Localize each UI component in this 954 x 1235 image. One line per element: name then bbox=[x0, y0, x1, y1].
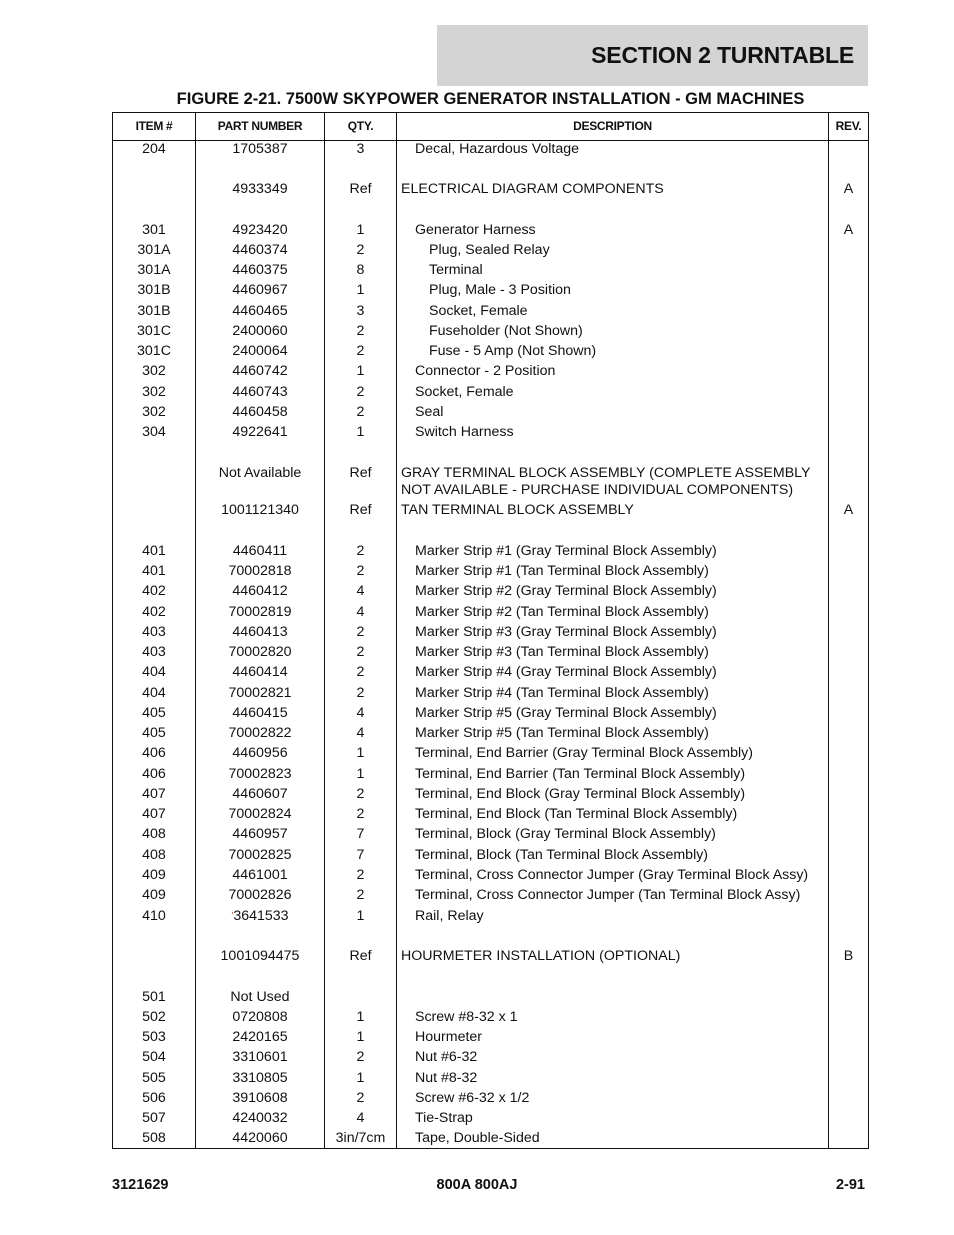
description: Socket, Female bbox=[415, 384, 514, 400]
part-number: 4923420 bbox=[232, 222, 288, 238]
parts-table bbox=[112, 112, 869, 1149]
item-number: 304 bbox=[142, 424, 166, 440]
quantity: Ref bbox=[349, 181, 372, 197]
revision-mark: ' bbox=[231, 911, 234, 922]
quantity: 1 bbox=[356, 745, 365, 761]
quantity: 2 bbox=[356, 404, 365, 420]
part-number: 4460411 bbox=[232, 543, 288, 559]
description: Terminal bbox=[429, 262, 483, 278]
revision: A bbox=[843, 222, 854, 238]
part-number bbox=[196, 908, 324, 925]
item-number: 506 bbox=[142, 1090, 166, 1106]
part-number: 4240032 bbox=[232, 1110, 288, 1126]
quantity: 4 bbox=[356, 705, 365, 721]
part-number: 4420060 bbox=[232, 1130, 288, 1146]
item-number: 301A bbox=[137, 242, 171, 258]
quantity: 2 bbox=[356, 664, 365, 680]
quantity: 2 bbox=[356, 867, 365, 883]
footer-model: 800A 800AJ bbox=[436, 1177, 518, 1193]
quantity: 1 bbox=[356, 908, 365, 924]
description: Nut #8-32 bbox=[415, 1070, 478, 1086]
quantity: 1 bbox=[356, 424, 365, 440]
item-number: 409 bbox=[142, 867, 166, 883]
item-number: 408 bbox=[142, 826, 166, 842]
item-number: 502 bbox=[142, 1009, 166, 1025]
description: ELECTRICAL DIAGRAM COMPONENTS bbox=[401, 181, 664, 197]
column-divider bbox=[396, 113, 397, 1148]
part-number: 2400064 bbox=[232, 343, 288, 359]
description: Plug, Sealed Relay bbox=[429, 242, 550, 258]
part-number: 70002819 bbox=[228, 604, 292, 620]
quantity: 2 bbox=[356, 624, 365, 640]
description: Marker Strip #4 (Gray Terminal Block Assembly) bbox=[415, 664, 717, 680]
part-number: 4460413 bbox=[232, 624, 288, 640]
quantity: 2 bbox=[356, 786, 365, 802]
item-number: 405 bbox=[142, 725, 166, 741]
part-number: 1001121340 bbox=[221, 502, 299, 518]
part-number: 70002822 bbox=[228, 725, 292, 741]
revision: A bbox=[843, 181, 854, 197]
description: Terminal, End Barrier (Tan Terminal Block Assembly) bbox=[415, 766, 746, 782]
item-number: 302 bbox=[142, 384, 166, 400]
part-number: 70002818 bbox=[228, 563, 292, 579]
quantity: 3 bbox=[356, 303, 365, 319]
part-number: 4460414 bbox=[232, 664, 288, 680]
item-number: 301B bbox=[137, 303, 171, 319]
part-number: Not Available bbox=[218, 465, 302, 481]
part-number: 3310805 bbox=[232, 1070, 288, 1086]
item-number: 403 bbox=[142, 644, 166, 660]
item-number: 301A bbox=[137, 262, 171, 278]
column-header-item: ITEM # bbox=[135, 119, 173, 133]
item-number: 302 bbox=[142, 363, 166, 379]
description: Hourmeter bbox=[415, 1029, 483, 1045]
part-number: Not Used bbox=[230, 989, 290, 1005]
section-title: SECTION 2 TURNTABLE bbox=[591, 42, 854, 68]
quantity: Ref bbox=[349, 948, 372, 964]
description: Seal bbox=[415, 404, 444, 420]
quantity: 4 bbox=[356, 583, 365, 599]
item-number: 501 bbox=[142, 989, 166, 1005]
footer-doc-number: 3121629 bbox=[112, 1177, 169, 1193]
part-number: 4933349 bbox=[232, 181, 288, 197]
item-number: 402 bbox=[142, 583, 166, 599]
description: Screw #6-32 x 1/2 bbox=[415, 1090, 530, 1106]
part-number-text: 3641533 bbox=[233, 908, 289, 924]
item-number: 504 bbox=[142, 1049, 166, 1065]
quantity: 4 bbox=[356, 1110, 365, 1126]
part-number: 4460465 bbox=[232, 303, 288, 319]
part-number: 4460415 bbox=[232, 705, 288, 721]
item-number: 405 bbox=[142, 705, 166, 721]
quantity: 2 bbox=[356, 323, 365, 339]
item-number: 403 bbox=[142, 624, 166, 640]
description: Terminal, Cross Connector Jumper (Tan Terminal Block Assy) bbox=[415, 887, 801, 903]
description: Marker Strip #3 (Gray Terminal Block Assembly) bbox=[415, 624, 717, 640]
part-number: 70002821 bbox=[228, 685, 292, 701]
revision: B bbox=[843, 948, 854, 964]
quantity: 3in/7cm bbox=[335, 1130, 386, 1146]
part-number: 70002823 bbox=[228, 766, 292, 782]
section-header bbox=[437, 25, 868, 86]
description: Plug, Male - 3 Position bbox=[429, 282, 571, 298]
item-number: 408 bbox=[142, 847, 166, 863]
description: Terminal, Block (Gray Terminal Block Assembly) bbox=[415, 826, 716, 842]
part-number: 3910608 bbox=[232, 1090, 288, 1106]
description: TAN TERMINAL BLOCK ASSEMBLY bbox=[401, 502, 634, 518]
part-number: 3310601 bbox=[232, 1049, 288, 1065]
item-number: 507 bbox=[142, 1110, 166, 1126]
description: HOURMETER INSTALLATION (OPTIONAL) bbox=[401, 948, 681, 964]
description: Tie-Strap bbox=[415, 1110, 473, 1126]
part-number: 1001094475 bbox=[220, 948, 300, 964]
column-header-description: DESCRIPTION bbox=[573, 119, 652, 133]
description: Marker Strip #2 (Gray Terminal Block Assembly) bbox=[415, 583, 717, 599]
quantity: 7 bbox=[356, 847, 365, 863]
description: Screw #8-32 x 1 bbox=[415, 1009, 518, 1025]
part-number: 70002824 bbox=[228, 806, 292, 822]
part-number: 4460458 bbox=[232, 404, 288, 420]
part-number: 0720808 bbox=[232, 1009, 288, 1025]
quantity: 2 bbox=[356, 644, 365, 660]
quantity: 2 bbox=[356, 1049, 365, 1065]
quantity: 2 bbox=[356, 685, 365, 701]
quantity: 2 bbox=[356, 563, 365, 579]
part-number: 4922641 bbox=[232, 424, 288, 440]
quantity: Ref bbox=[349, 502, 372, 518]
part-number: 70002820 bbox=[228, 644, 292, 660]
item-number: 407 bbox=[142, 806, 166, 822]
item-number: 406 bbox=[142, 745, 166, 761]
description: Socket, Female bbox=[429, 303, 528, 319]
item-number: 301C bbox=[137, 323, 171, 339]
quantity: 2 bbox=[356, 806, 365, 822]
description: Marker Strip #3 (Tan Terminal Block Assembly) bbox=[415, 644, 709, 660]
item-number: 301B bbox=[137, 282, 171, 298]
part-number: 4460967 bbox=[232, 282, 288, 298]
description: Marker Strip #4 (Tan Terminal Block Assembly) bbox=[415, 685, 709, 701]
description: Terminal, Cross Connector Jumper (Gray Terminal Block Assy) bbox=[415, 867, 809, 883]
quantity: 2 bbox=[356, 384, 365, 400]
part-number: 70002825 bbox=[228, 847, 292, 863]
item-number: 505 bbox=[142, 1070, 166, 1086]
part-number: 2420165 bbox=[232, 1029, 288, 1045]
description: Terminal, End Block (Gray Terminal Block Assembly) bbox=[415, 786, 746, 802]
footer-page-number: 2-91 bbox=[835, 1177, 865, 1193]
quantity: 1 bbox=[356, 1009, 365, 1025]
item-number: 409 bbox=[142, 887, 166, 903]
quantity: 1 bbox=[356, 766, 365, 782]
description: Terminal, Block (Tan Terminal Block Assembly) bbox=[415, 847, 709, 863]
part-number: 70002826 bbox=[228, 887, 292, 903]
quantity: 2 bbox=[356, 1090, 365, 1106]
description: Marker Strip #5 (Tan Terminal Block Assembly) bbox=[415, 725, 709, 741]
description: Tape, Double-Sided bbox=[415, 1130, 540, 1146]
description: Marker Strip #1 (Tan Terminal Block Assembly) bbox=[415, 563, 709, 579]
description: Marker Strip #5 (Gray Terminal Block Assembly) bbox=[415, 705, 717, 721]
description: Marker Strip #2 (Tan Terminal Block Assembly) bbox=[415, 604, 709, 620]
quantity: 1 bbox=[356, 222, 365, 238]
description: Fuseholder (Not Shown) bbox=[429, 323, 583, 339]
quantity: 1 bbox=[356, 282, 365, 298]
quantity: 3 bbox=[356, 141, 365, 157]
description: Generator Harness bbox=[415, 222, 536, 238]
description: Switch Harness bbox=[415, 424, 514, 440]
quantity: 4 bbox=[356, 725, 365, 741]
item-number: 503 bbox=[142, 1029, 166, 1045]
description: Rail, Relay bbox=[415, 908, 484, 924]
description: Fuse - 5 Amp (Not Shown) bbox=[429, 343, 597, 359]
item-number: 401 bbox=[142, 563, 166, 579]
item-number: 301 bbox=[142, 222, 166, 238]
item-number: 402 bbox=[142, 604, 166, 620]
part-number: 2400060 bbox=[232, 323, 288, 339]
quantity: 2 bbox=[356, 887, 365, 903]
part-number: 4460742 bbox=[232, 363, 288, 379]
part-number: 4460374 bbox=[232, 242, 288, 258]
quantity: 1 bbox=[356, 1070, 365, 1086]
description: Marker Strip #1 (Gray Terminal Block Assembly) bbox=[415, 543, 717, 559]
column-header-rev: REV. bbox=[835, 119, 862, 133]
quantity: Ref bbox=[349, 465, 372, 481]
item-number: 508 bbox=[142, 1130, 166, 1146]
quantity: 4 bbox=[356, 604, 365, 620]
description: Connector - 2 Position bbox=[415, 363, 556, 379]
description: GRAY TERMINAL BLOCK ASSEMBLY (COMPLETE ASSEMBLY NOT AVAILABLE - PURCHASE INDIVIDUAL COMPONENTS) bbox=[401, 465, 811, 498]
item-number: 404 bbox=[142, 685, 166, 701]
quantity: 8 bbox=[356, 262, 365, 278]
item-number: 410 bbox=[142, 908, 166, 924]
description: Terminal, End Barrier (Gray Terminal Block Assembly) bbox=[415, 745, 753, 761]
description: Nut #6-32 bbox=[415, 1049, 478, 1065]
revision: A bbox=[843, 502, 854, 518]
part-number: 4460957 bbox=[232, 826, 288, 842]
item-number: 406 bbox=[142, 766, 166, 782]
item-number: 302 bbox=[142, 404, 166, 420]
part-number: 4460375 bbox=[232, 262, 288, 278]
quantity: 2 bbox=[356, 543, 365, 559]
quantity: 1 bbox=[356, 363, 365, 379]
item-number: 407 bbox=[142, 786, 166, 802]
description: Terminal, End Block (Tan Terminal Block Assembly) bbox=[415, 806, 738, 822]
part-number: 4460743 bbox=[232, 384, 288, 400]
quantity: 2 bbox=[356, 242, 365, 258]
description: Decal, Hazardous Voltage bbox=[415, 141, 580, 157]
part-number: 4460412 bbox=[232, 583, 288, 599]
quantity: 7 bbox=[356, 826, 365, 842]
quantity: 1 bbox=[356, 1029, 365, 1045]
part-number: 4461001 bbox=[232, 867, 288, 883]
part-number: 4460607 bbox=[232, 786, 288, 802]
part-number: 4460956 bbox=[232, 745, 288, 761]
item-number: 301C bbox=[137, 343, 171, 359]
item-number: 204 bbox=[142, 141, 166, 157]
figure-title: FIGURE 2-21. 7500W SKYPOWER GENERATOR INSTALLATION - GM MACHINES bbox=[176, 90, 805, 108]
item-number: 401 bbox=[142, 543, 166, 559]
column-header-part-number: PART NUMBER bbox=[217, 119, 303, 133]
part-number: 1705387 bbox=[232, 141, 288, 157]
quantity: 2 bbox=[356, 343, 365, 359]
column-header-qty: QTY. bbox=[347, 119, 374, 133]
item-number: 404 bbox=[142, 664, 166, 680]
